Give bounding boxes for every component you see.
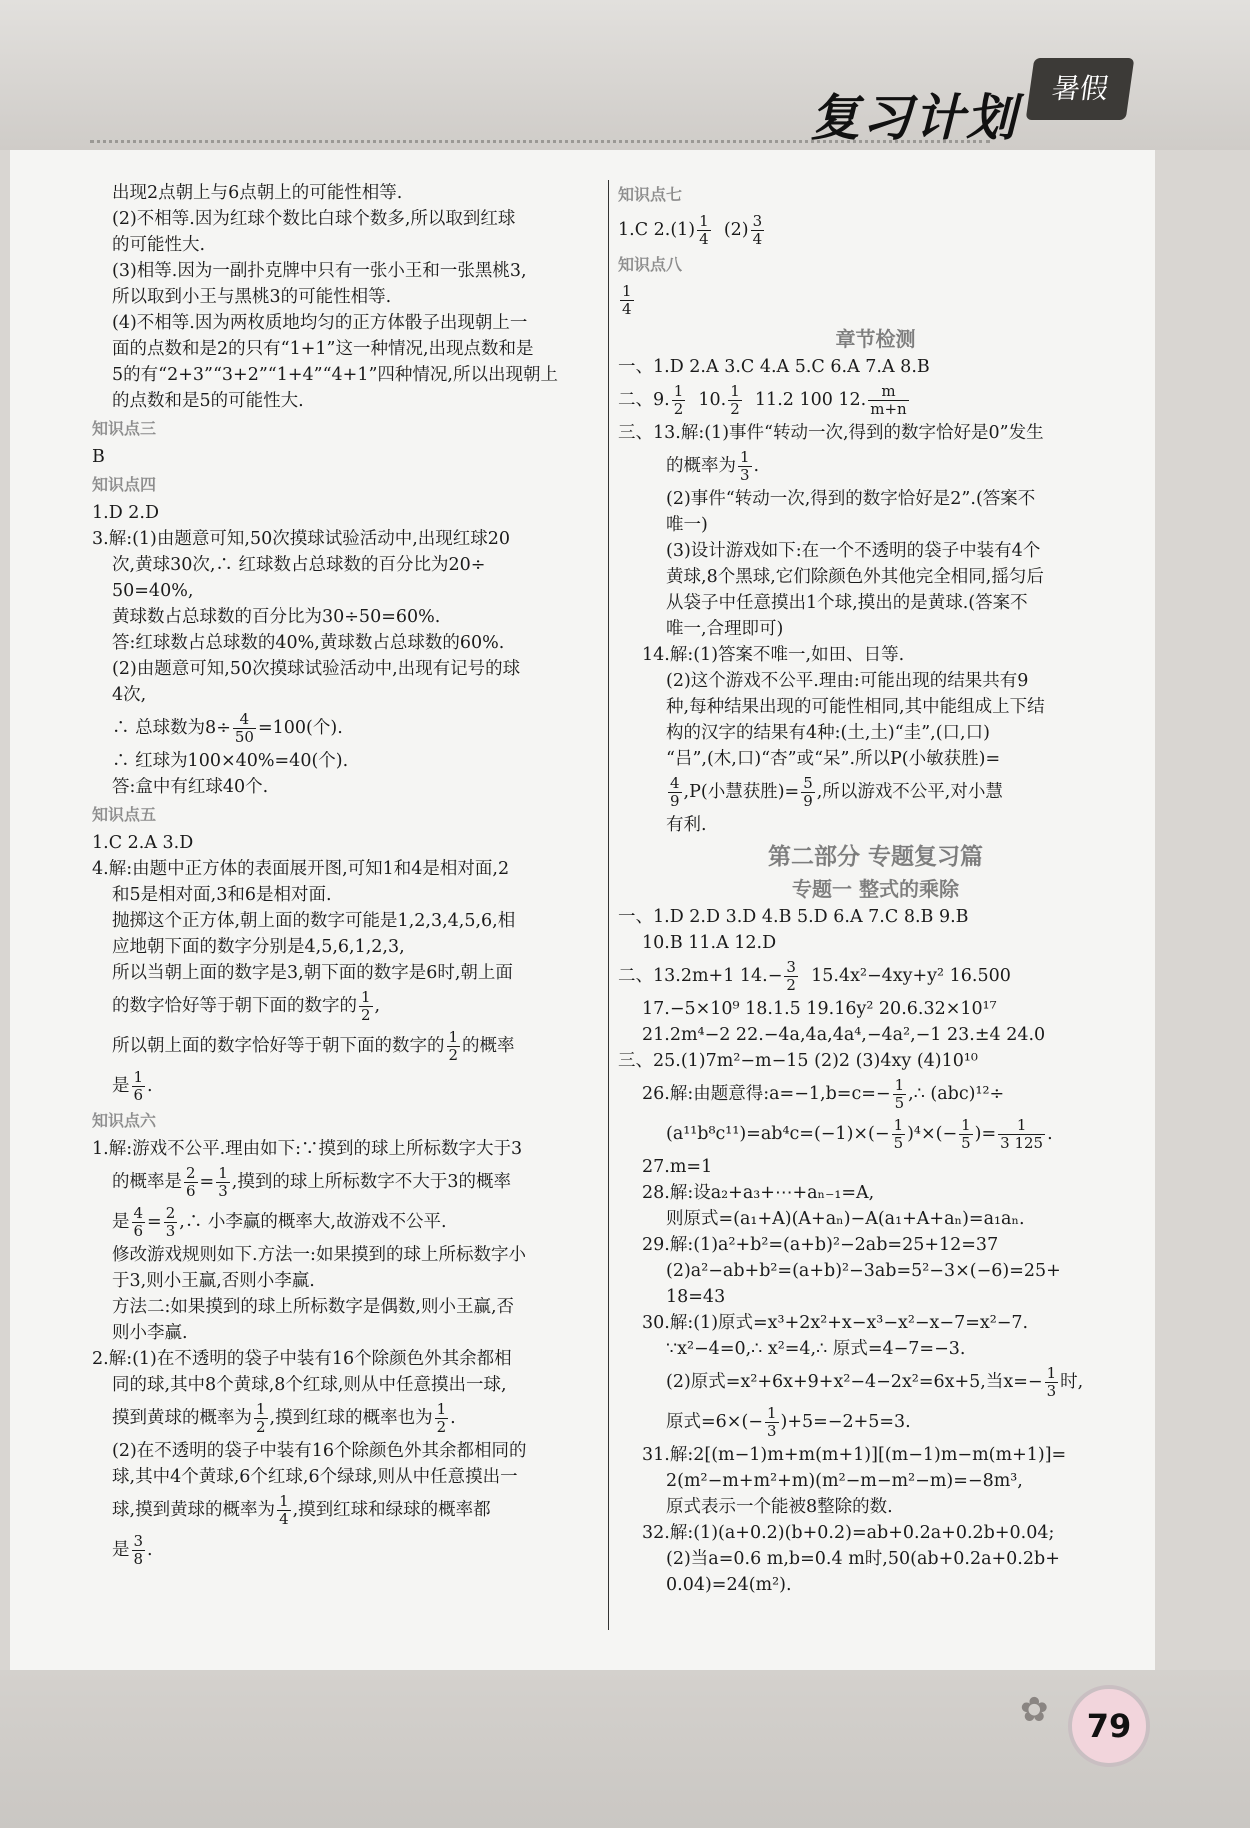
fraction (697, 213, 711, 248)
answer-line: 4.解:由题中正方体的表面展开图,可知1和4是相对面,2 (92, 859, 510, 879)
denominator: 3 (1046, 1382, 1057, 1400)
answer-line (618, 1074, 1133, 1114)
answer-line: 30.解:(1)原式=x³+2x²+x−x³−x²−x−7=x²−7. (642, 1313, 1029, 1333)
numerator: m (868, 383, 908, 401)
denominator: 3 (766, 1422, 777, 1440)
text-span: ,所以游戏不公平,对小慧 (816, 782, 1003, 802)
answer-line: 2(m²−m+m²+m)(m²−m−m²−m)=−8m³, (666, 1471, 1023, 1491)
text-line: 所以取到小王与黑桃3的可能性相等. (112, 287, 392, 307)
text-span: 26.解:由题意得:a=−1,b=c=− (642, 1084, 891, 1104)
answer-line: 则原式=(a₁+A)(A+aₙ)−A(a₁+A+aₙ)=a₁aₙ. (666, 1209, 1025, 1229)
answer-line: 修改游戏规则如下.方法一:如果摸到的球上所标数字小 (112, 1245, 526, 1265)
fraction (959, 1117, 973, 1152)
answer-line: 方法二:如果摸到的球上所标数字是偶数,则小王赢,否 (112, 1297, 515, 1317)
topic-heading: 专题一 整式的乘除 (792, 877, 959, 901)
section-heading: 知识点六 (92, 1111, 157, 1130)
answer-line: 三、25.(1)7m²−m−15 (2)2 (3)4xy (4)10¹⁰ (618, 1051, 978, 1071)
answer-line: 一、1.D 2.D 3.D 4.B 5.D 6.A 7.C 8.B 9.B (618, 907, 969, 927)
answer-line: 31.解:2[(m−1)m+m(m+1)][(m−1)m−m(m+1)]= (642, 1445, 1067, 1465)
answer-line: 29.解:(1)a²+b²=(a+b)²−2ab=25+12=37 (642, 1235, 999, 1255)
text-span: ,摸到红球和绿球的概率都 (292, 1500, 491, 1520)
numerator: 1 (361, 988, 371, 1006)
numerator: 1 (279, 1492, 289, 1510)
numerator: 1 (436, 1400, 447, 1418)
fraction (184, 1165, 198, 1200)
answer-line: 一、1.D 2.A 3.C 4.A 5.C 6.A 7.A 8.B (618, 357, 930, 377)
fraction (998, 1117, 1045, 1152)
answer-line (618, 446, 1133, 486)
text-span: . (450, 1408, 456, 1428)
answer-line (618, 1362, 1133, 1402)
answer-line: 黄球,8个黑球,它们除颜色外其他完全相同,摇匀后 (666, 567, 1044, 587)
answer-line (618, 1402, 1133, 1442)
numerator: 2 (186, 1164, 196, 1182)
numerator: 2 (165, 1204, 176, 1222)
numerator: 3 (786, 958, 796, 976)
text-span: 1.C 2.(1) (618, 220, 696, 240)
denominator: 2 (673, 400, 684, 418)
answer-line: (2)当a=0.6 m,b=0.4 m时,50(ab+0.2a+0.2b+ (666, 1549, 1060, 1569)
denominator: 9 (803, 792, 813, 810)
answer-line: 所以当朝上面的数字是3,朝下面的数字是6时,朝上面 (112, 963, 513, 983)
answer-line: 原式表示一个能被8整除的数. (666, 1497, 893, 1517)
fraction (1045, 1365, 1059, 1400)
right-column (618, 180, 1133, 1598)
answer-line: 则小李赢. (112, 1323, 188, 1343)
fraction (765, 1405, 779, 1440)
numerator: 1 (894, 1076, 905, 1094)
numerator: 1 (218, 1164, 228, 1182)
answer-line: 1.解:游戏不公平.理由如下:∵摸到的球上所标数字大于3 (92, 1139, 523, 1159)
answer-line: 17.−5×10⁹ 18.1.5 19.16y² 20.6.32×10¹⁷ (642, 999, 997, 1019)
text-span: ,摸到的球上所标数字不大于3的概率 (231, 1172, 511, 1192)
flower-icon: ✿ (1020, 1690, 1049, 1730)
text-span: )= (974, 1124, 997, 1144)
answer-line: 4次, (112, 685, 147, 705)
answer-line: 于3,则小王赢,否则小李赢. (112, 1271, 315, 1291)
denominator: 5 (894, 1094, 905, 1112)
denominator: 4 (752, 230, 763, 248)
text-span: 是 (112, 1212, 130, 1232)
answer-line: 50=40%, (112, 581, 194, 601)
numerator: 1 (622, 282, 632, 300)
season-badge: 暑假 (1026, 58, 1135, 120)
answer-line (92, 1398, 600, 1438)
numerator: 3 (133, 1532, 144, 1550)
text-span: = (147, 1212, 162, 1232)
answer-line: 10.B 11.A 12.D (642, 933, 777, 953)
denominator: 3 (218, 1182, 228, 1200)
answer-line: 27.m=1 (642, 1157, 713, 1177)
text-span: (2)原式=x²+6x+9+x²−4−2x²=6x+5,当x=− (666, 1372, 1043, 1392)
denominator: 3 125 (1000, 1134, 1044, 1152)
text-span: 10. (698, 390, 727, 410)
answer-line: 答:红球数占总球数的40%,黄球数占总球数的60%. (112, 633, 505, 653)
fraction (132, 1205, 146, 1240)
text-line: 面的点数和是2的只有“1+1”这一种情况,出现点数和是 (112, 339, 534, 359)
denominator: m+n (870, 400, 907, 418)
denominator: 4 (279, 1510, 289, 1528)
denominator: 2 (448, 1046, 459, 1064)
fraction (738, 449, 752, 484)
text-span: =100(个). (257, 718, 343, 738)
numerator: 1 (256, 1400, 266, 1418)
text-span: . (753, 456, 760, 476)
text-span: 的概率为 (666, 456, 736, 476)
fraction (801, 775, 815, 810)
denominator: 4 (699, 230, 709, 248)
fraction (254, 1401, 268, 1436)
denominator: 2 (436, 1418, 447, 1436)
fraction (164, 1205, 178, 1240)
answer-line: 18=43 (666, 1287, 726, 1307)
text-span: 是 (112, 1076, 130, 1096)
text-span: (a¹¹b⁸c¹¹)=ab⁴c=(−1)×(− (666, 1124, 890, 1144)
answer-line (92, 1530, 600, 1570)
answer-line: ∴ 红球为100×40%=40(个). (112, 751, 349, 771)
book-title: 复习计划 (810, 89, 1018, 147)
fraction (277, 1493, 291, 1528)
answer-line: 唯一,合理即可) (666, 619, 784, 639)
fraction (668, 775, 682, 810)
denominator: 6 (133, 1222, 144, 1240)
answer-line: 3.解:(1)由题意可知,50次摸球试验活动中,出现红球20 (92, 529, 511, 549)
text-span: 所以朝上面的数字恰好等于朝下面的数字的 (112, 1036, 445, 1056)
fraction (893, 1077, 907, 1112)
denominator: 2 (786, 976, 796, 994)
answer-line: 14.解:(1)答案不唯一,如田、日等. (642, 645, 905, 665)
text-span: 原式=6×(− (666, 1412, 763, 1432)
answer-line: 28.解:设a₂+a₃+⋯+aₙ₋₁=A, (642, 1183, 875, 1203)
numerator: 1 (673, 382, 684, 400)
answer-line: 唯一) (666, 515, 708, 535)
denominator: 3 (165, 1222, 176, 1240)
text-span: 的概率是 (112, 1172, 182, 1192)
answer-line (618, 380, 1133, 420)
fraction (868, 383, 908, 418)
numerator: 1 (730, 382, 740, 400)
text-span: 球,摸到黄球的概率为 (112, 1500, 276, 1520)
answer-line: 抛掷这个正方体,朝上面的数字可能是1,2,3,4,5,6,相 (112, 911, 516, 931)
text-span: . (1047, 1124, 1053, 1144)
text-span: )+5=−2+5=3. (780, 1412, 911, 1432)
fraction (216, 1165, 230, 1200)
answer-line: 0.04)=24(m²). (666, 1575, 792, 1595)
text-span: . (147, 1540, 153, 1560)
text-span: . (147, 1076, 153, 1096)
text-span: ,∴ 小李赢的概率大,故游戏不公平. (179, 1212, 447, 1232)
answer-line: (2)a²−ab+b²=(a+b)²−3ab=5²−3×(−6)=25+ (666, 1261, 1061, 1281)
answer-line (92, 1066, 600, 1106)
denominator: 2 (361, 1006, 371, 1024)
answer-line: 1.C 2.A 3.D (92, 833, 194, 853)
text-span: 二、9. (618, 390, 670, 410)
answer-line: (2)由题意可知,50次摸球试验活动中,出现有记号的球 (112, 659, 521, 679)
denominator: 9 (670, 792, 680, 810)
text-span: ∴ 总球数为8÷ (112, 718, 231, 738)
text-span: )⁴×(− (907, 1124, 958, 1144)
numerator: 4 (670, 774, 680, 792)
text-span: , (374, 996, 381, 1016)
numerator: 1 (448, 1028, 459, 1046)
column-divider (608, 180, 609, 1630)
fraction (132, 1069, 146, 1104)
answer-line: 从袋子中任意摸出1个球,摸出的是黄球.(答案不 (666, 593, 1028, 613)
denominator: 8 (133, 1550, 144, 1568)
text-span: 时, (1060, 1372, 1084, 1392)
fraction (751, 213, 765, 248)
part-heading: 第二部分 专题复习篇 (767, 844, 983, 870)
numerator: 1 (766, 1404, 777, 1422)
answer-line (618, 956, 1133, 996)
fraction (132, 1533, 146, 1568)
numerator: 1 (893, 1116, 904, 1134)
fraction (435, 1401, 449, 1436)
answer-line: 应地朝下面的数字分别是4,5,6,1,2,3, (112, 937, 405, 957)
answer-line: 答:盒中有红球40个. (112, 777, 269, 797)
section-heading: 知识点七 (618, 185, 683, 204)
answer-line (92, 986, 600, 1026)
fraction (233, 711, 256, 746)
answer-line (92, 1490, 600, 1530)
fraction (359, 989, 373, 1024)
denominator: 5 (961, 1134, 971, 1152)
answer-line: 2.解:(1)在不透明的袋子中装有16个除颜色外其余都相 (92, 1349, 512, 1369)
fraction (672, 383, 686, 418)
answer-line (618, 280, 1133, 320)
fraction (447, 1029, 461, 1064)
section-heading: 知识点五 (92, 805, 157, 824)
section-heading: 知识点三 (92, 419, 157, 438)
text-span: 的概率 (462, 1036, 515, 1056)
section-heading: 知识点四 (92, 475, 157, 494)
text-span: 二、13.2m+1 14.− (618, 966, 783, 986)
text-line: 的点数和是5的可能性大. (112, 391, 304, 411)
numerator: 5 (803, 774, 813, 792)
fraction (892, 1117, 906, 1152)
answer-line (618, 210, 1133, 250)
answer-line: (3)设计游戏如下:在一个不透明的袋子中装有4个 (666, 541, 1041, 561)
text-span: ,P(小慧获胜)= (683, 782, 800, 802)
answer-line: 1.D 2.D (92, 503, 160, 523)
answer-line: 32.解:(1)(a+0.2)(b+0.2)=ab+0.2a+0.2b+0.04; (642, 1523, 1055, 1543)
answer-line: 三、13.解:(1)事件“转动一次,得到的数字恰好是0”发生 (618, 423, 1044, 443)
denominator: 6 (133, 1086, 144, 1104)
text-line: (4)不相等.因为两枚质地均匀的正方体骰子出现朝上一 (112, 313, 528, 333)
answer-line: 同的球,其中8个黄球,8个红球,则从中任意摸出一球, (112, 1375, 507, 1395)
denominator: 3 (740, 466, 750, 484)
numerator: 1 (133, 1068, 144, 1086)
left-column (92, 180, 600, 1570)
text-line: 的可能性大. (112, 235, 206, 255)
answer-line: ∵x²−4=0,∴ x²=4,∴ 原式=4−7=−3. (666, 1339, 966, 1359)
section-heading: 知识点八 (618, 255, 683, 274)
numerator: 1 (1046, 1364, 1057, 1382)
answer-line: (2)这个游戏不公平.理由:可能出现的结果共有9 (666, 671, 1029, 691)
answer-line: 球,其中4个黄球,6个红球,6个绿球,则从中任意摸出一 (112, 1467, 518, 1487)
text-line: (3)相等.因为一副扑克牌中只有一张小王和一张黑桃3, (112, 261, 527, 281)
text-line: (2)不相等.因为红球个数比白球个数多,所以取到红球 (112, 209, 516, 229)
answer-line (92, 1026, 600, 1066)
text-line: 出现2点朝上与6点朝上的可能性相等. (112, 183, 403, 203)
answer-line (618, 772, 1133, 812)
numerator: 4 (233, 711, 256, 729)
numerator: 1 (961, 1116, 971, 1134)
page-number: 79 (1068, 1685, 1150, 1767)
text-span: 是 (112, 1540, 130, 1560)
denominator: 5 (893, 1134, 904, 1152)
text-span: 15.4x²−4xy+y² 16.500 (811, 966, 1011, 986)
answer-line: 次,黄球30次,∴ 红球数占总球数的百分比为20÷ (112, 555, 486, 575)
numerator: 1 (998, 1117, 1045, 1135)
text-span: 11.2 100 12. (754, 390, 867, 410)
denominator: 50 (234, 728, 254, 746)
text-span: (2) (723, 220, 749, 240)
answer-line (618, 1114, 1133, 1154)
answer-line (92, 708, 600, 748)
answer-line: (2)事件“转动一次,得到的数字恰好是2”.(答案不 (666, 489, 1036, 509)
text-span: = (199, 1172, 215, 1192)
text-span: 的数字恰好等于朝下面的数字的 (112, 996, 357, 1016)
answer-line: 种,每种结果出现的可能性相同,其中能组成上下结 (666, 697, 1045, 717)
text-span: ,∴ (abc)¹²÷ (908, 1084, 1005, 1104)
answer-line: (2)在不透明的袋子中装有16个除颜色外其余都相同的 (112, 1441, 527, 1461)
answer-line (92, 1162, 600, 1202)
denominator: 6 (186, 1182, 196, 1200)
fraction (784, 959, 798, 994)
answer-line: 和5是相对面,3和6是相对面. (112, 885, 332, 905)
footer-band (0, 1670, 1250, 1828)
numerator: 1 (740, 448, 750, 466)
text-span: 摸到黄球的概率为 (112, 1408, 252, 1428)
denominator: 4 (622, 300, 632, 318)
answer-line: “吕”,(木,口)“杏”或“呆”.所以P(小敏获胜)= (666, 749, 1001, 769)
numerator: 3 (752, 212, 763, 230)
numerator: 4 (133, 1204, 144, 1222)
denominator: 2 (256, 1418, 266, 1436)
fraction (728, 383, 742, 418)
chapter-heading: 章节检测 (835, 327, 916, 351)
fraction (620, 283, 634, 318)
answer-line: 有利. (666, 815, 707, 835)
denominator: 2 (730, 400, 740, 418)
answer-line: 黄球数占总球数的百分比为30÷50=60%. (112, 607, 441, 627)
answer-line: B (92, 447, 105, 467)
text-line: 5的有“2+3”“3+2”“1+4”“4+1”四种情况,所以出现朝上 (112, 365, 558, 385)
answer-line (92, 1202, 600, 1242)
answer-line: 构的汉字的结果有4种:(土,土)“圭”,(口,口) (666, 723, 990, 743)
text-span: ,摸到红球的概率也为 (269, 1408, 433, 1428)
answer-line: 21.2m⁴−2 22.−4a,4a,4a⁴,−4a²,−1 23.±4 24.0 (642, 1025, 1046, 1045)
numerator: 1 (699, 212, 709, 230)
